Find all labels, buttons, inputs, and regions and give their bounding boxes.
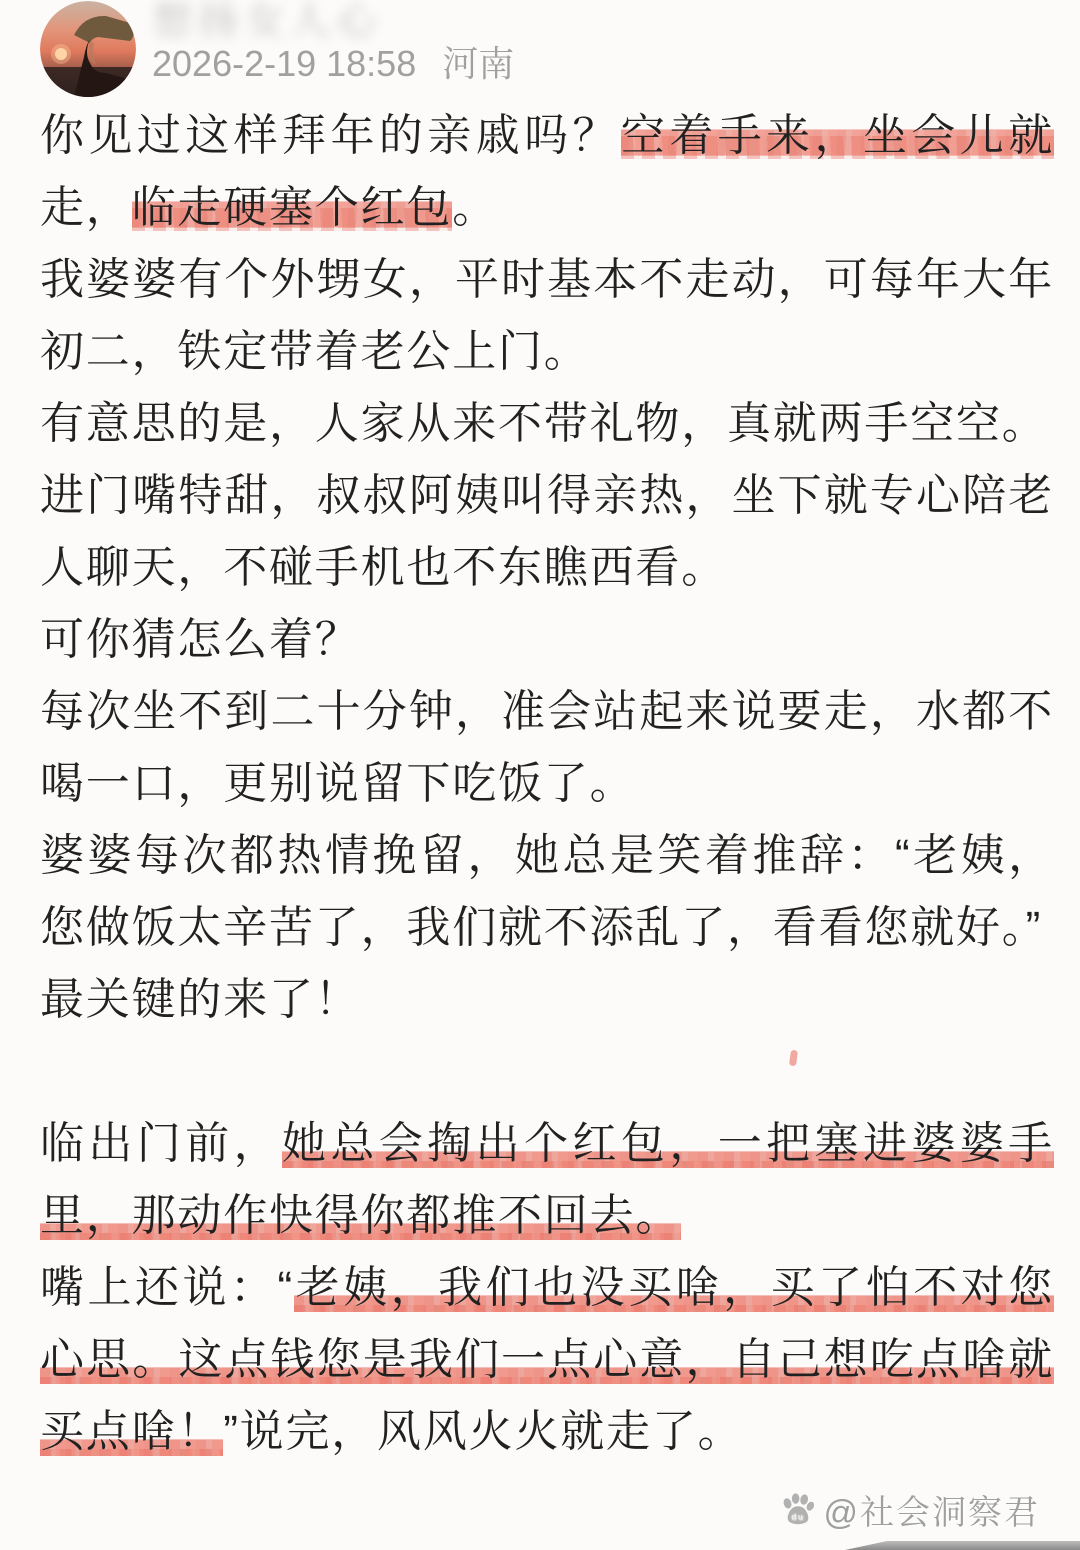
paragraph-gap bbox=[40, 1036, 1054, 1108]
timestamp-text: 2026-2-19 18:58 bbox=[152, 43, 417, 84]
username-obscured[interactable]: 想扬女人心 bbox=[152, 0, 382, 43]
marker-highlighted-segment: 空着手来，坐会儿就 bbox=[620, 111, 1054, 160]
paragraph bbox=[40, 244, 1054, 388]
paragraph bbox=[40, 820, 1054, 964]
paragraph bbox=[40, 676, 1054, 820]
paragraph bbox=[40, 604, 1054, 676]
avatar[interactable] bbox=[40, 1, 136, 97]
paragraph bbox=[40, 460, 1054, 604]
post-body bbox=[40, 100, 1054, 1468]
text-segment: 我婆婆有个外甥女，平时基本不走动，可每年大年初二，铁定带着老公上门。 bbox=[40, 255, 1054, 376]
text-segment: 走， bbox=[40, 183, 132, 232]
text-segment: 最关键的来了！ bbox=[40, 975, 361, 1024]
marker-highlighted-segment: 临走硬塞个红包 bbox=[131, 183, 453, 232]
text-segment: 每次坐不到二十分钟，准会站起来说要走，水都不喝一口，更别说留下吃饭了。 bbox=[40, 687, 1054, 808]
watermark bbox=[779, 1485, 1040, 1534]
paragraph bbox=[40, 1108, 1054, 1252]
marker-highlighted-segment: 老姨，我们也没买啥，买了怕不对您心思。这点钱您是我们一点心意，自己想吃点啥就买点啥！ bbox=[40, 1263, 1054, 1456]
text-segment: 嘴上还说：“ bbox=[40, 1263, 294, 1312]
text-segment: 你见过这样拜年的亲戚吗？ bbox=[40, 111, 621, 160]
text-segment: 婆婆每次都热情挽留，她总是笑着推辞：“老姨，您做饭太辛苦了，我们就不添乱了，看看您就好。” bbox=[40, 831, 1054, 952]
cropped-element-edge bbox=[845, 1541, 1080, 1550]
avatar-image bbox=[40, 1, 136, 97]
paragraph bbox=[40, 964, 1054, 1036]
text-segment: 。 bbox=[452, 183, 499, 232]
watermark-handle: @社会洞察君 bbox=[823, 1494, 1040, 1532]
text-segment: 临出门前， bbox=[40, 1119, 283, 1168]
text-segment: 有意思的是，人家从来不带礼物，真就两手空空。 bbox=[40, 399, 1048, 448]
paragraph bbox=[40, 1252, 1054, 1468]
post-timestamp bbox=[152, 44, 514, 84]
svg-text:du: du bbox=[791, 1511, 806, 1521]
text-segment: 进门嘴特甜，叔叔阿姨叫得亲热，坐下就专心陪老人聊天，不碰手机也不东瞧西看。 bbox=[40, 471, 1054, 592]
location-text: 河南 bbox=[442, 43, 515, 84]
text-segment: 可你猜怎么着？ bbox=[40, 615, 361, 664]
marker-highlighted-segment: 她总会掏出个红包，一把塞进婆婆手里，那动作快得你都推不回去。 bbox=[40, 1119, 1054, 1240]
post-header bbox=[40, 0, 1050, 100]
paragraph bbox=[40, 100, 1054, 244]
text-segment: ”说完，风风火火就走了。 bbox=[223, 1407, 744, 1456]
paragraph bbox=[40, 388, 1054, 460]
baidu-paw-icon bbox=[779, 1491, 817, 1529]
author-meta bbox=[152, 0, 514, 84]
